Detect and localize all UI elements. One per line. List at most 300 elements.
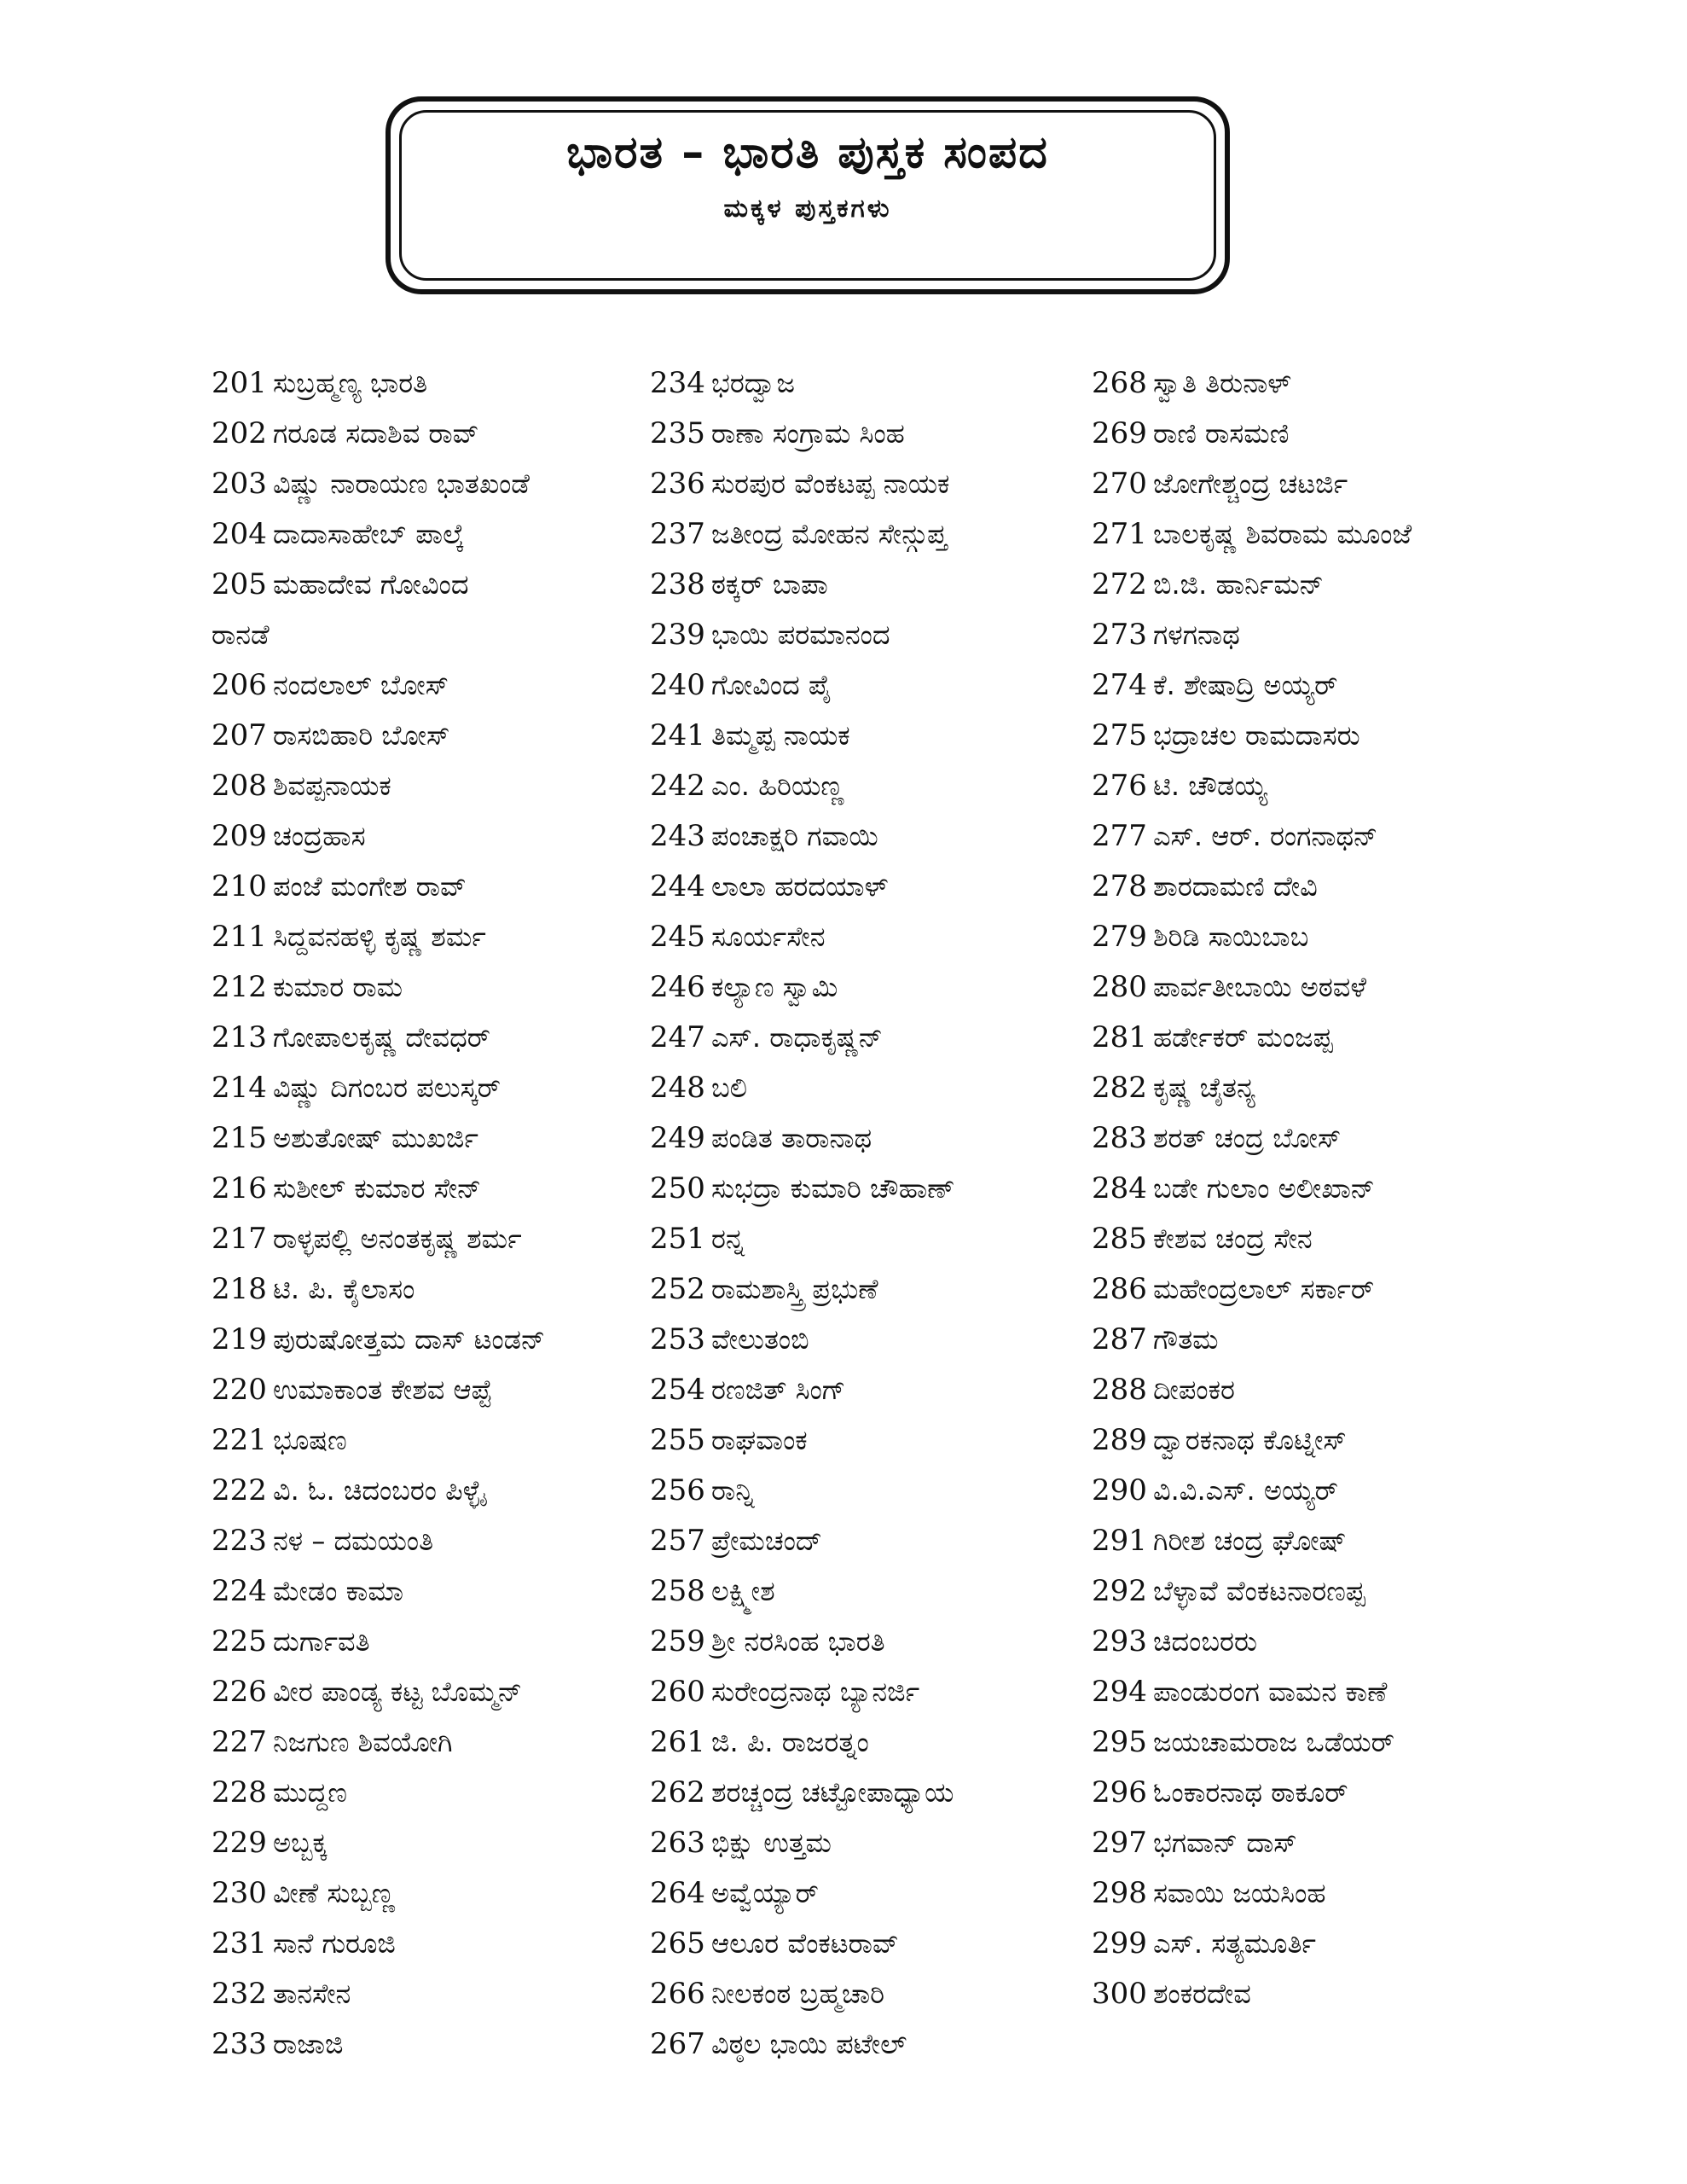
book-number: 289	[1092, 1423, 1147, 1457]
book-number: 280	[1092, 970, 1147, 1004]
list-item	[1092, 711, 1569, 761]
book-title: ಕೃಷ್ಣ ಚೈತನ್ಯ	[1153, 1072, 1256, 1104]
book-title: ವೇಲುತಂಬಿ	[711, 1323, 809, 1356]
book-title: ಅವ್ವೆಯ್ಯಾರ್	[711, 1877, 819, 1909]
book-title: ಅಶುತೋಷ್ ಮುಖರ್ಜಿ	[273, 1122, 478, 1154]
list-item	[1092, 1264, 1569, 1315]
book-number: 235	[650, 416, 705, 450]
list-item	[212, 610, 638, 660]
book-number: 229	[212, 1826, 267, 1860]
book-number: 237	[650, 517, 705, 551]
book-title: ಜೋಗೇಶ್ಚಂದ್ರ ಚಟರ್ಜಿ	[1153, 468, 1348, 500]
book-title: ಉಮಾಕಾಂತ ಕೇಶವ ಆಪ್ಟೆ	[273, 1374, 492, 1406]
book-number: 233	[212, 2027, 267, 2061]
list-item	[1092, 1818, 1569, 1868]
book-number: 264	[650, 1876, 705, 1910]
book-number: 228	[212, 1775, 267, 1809]
list-item	[650, 1214, 1085, 1264]
book-number: 260	[650, 1675, 705, 1709]
list-item	[1092, 1969, 1569, 2019]
book-number: 257	[650, 1524, 705, 1558]
list-item	[650, 1466, 1085, 1516]
book-title: ಲಕ್ಷ್ಮೀಶ	[711, 1575, 775, 1607]
list-item	[650, 1717, 1085, 1768]
list-item	[212, 1264, 638, 1315]
book-number: 275	[1092, 718, 1147, 752]
list-item	[650, 409, 1085, 459]
list-item	[212, 711, 638, 761]
book-number: 262	[650, 1775, 705, 1809]
book-title: ಗೋವಿಂದ ಪೈ	[711, 669, 832, 701]
list-item	[212, 2019, 638, 2070]
list-item	[650, 1617, 1085, 1667]
book-title: ರಾಣಾ ಸಂಗ್ರಾಮ ಸಿಂಹ	[711, 417, 905, 450]
list-item	[650, 1969, 1085, 2019]
book-title: ಶಿರಿಡಿ ಸಾಯಿಬಾಬ	[1153, 921, 1309, 953]
book-number: 214	[212, 1071, 267, 1105]
list-item	[650, 1113, 1085, 1164]
book-title: ಬಡೇ ಗುಲಾಂ ಅಲೀಖಾನ್	[1153, 1172, 1376, 1205]
list-item	[212, 1717, 638, 1768]
book-number: 212	[212, 970, 267, 1004]
book-title: ಪಂಜೆ ಮಂಗೇಶ ರಾವ್	[273, 870, 467, 903]
book-title: ಭಿಕ್ಷು ಉತ್ತಮ	[711, 1827, 832, 1859]
list-item	[212, 509, 638, 560]
list-item	[1092, 1214, 1569, 1264]
book-number: 223	[212, 1524, 267, 1558]
list-item	[650, 1566, 1085, 1617]
book-number: 290	[1092, 1473, 1147, 1507]
book-title: ನಳ – ದಮಯಂತಿ	[273, 1525, 434, 1557]
book-number: 274	[1092, 668, 1147, 702]
list-item	[1092, 761, 1569, 811]
book-title: ಶಿವಪ್ಪನಾಯಕ	[273, 770, 391, 802]
book-title: ಆಲೂರ ವೆಂಕಟರಾವ್	[711, 1927, 899, 1960]
list-item	[650, 560, 1085, 610]
list-item	[212, 962, 638, 1013]
book-number: 291	[1092, 1524, 1147, 1558]
book-title: ಸೂರ್ಯಸೇನ	[711, 921, 826, 953]
book-title: ಭಾಯಿ ಪರಮಾನಂದ	[711, 619, 890, 651]
book-title: ಬಲಿ	[711, 1072, 748, 1104]
book-number: 270	[1092, 467, 1147, 501]
book-number: 203	[212, 467, 267, 501]
book-number: 250	[650, 1171, 705, 1205]
book-title: ಶಂಕರದೇವ	[1153, 1978, 1251, 2010]
book-title: ಶರಚ್ಚಂದ್ರ ಚಟ್ಟೋಪಾಧ್ಯಾಯ	[711, 1776, 954, 1809]
list-item	[212, 1617, 638, 1667]
book-number: 258	[650, 1574, 705, 1608]
list-item	[650, 459, 1085, 509]
book-title: ರಾಜಾಜಿ	[273, 2028, 344, 2060]
book-number: 225	[212, 1624, 267, 1658]
book-number: 292	[1092, 1574, 1147, 1608]
list-item	[650, 1768, 1085, 1818]
book-title: ಎಸ್. ಆರ್. ರಂಗನಾಥನ್	[1153, 820, 1378, 852]
book-number: 226	[212, 1675, 267, 1709]
book-title: ಹರ್ಡೇಕರ್ ಮಂಜಪ್ಪ	[1153, 1021, 1333, 1054]
list-item	[650, 1818, 1085, 1868]
book-title: ಸಾನೆ ಗುರೂಜಿ	[273, 1927, 396, 1960]
book-title: ಜಯಚಾಮರಾಜ ಒಡೆಯರ್	[1153, 1726, 1394, 1758]
list-item	[1092, 1113, 1569, 1164]
list-item	[212, 1315, 638, 1365]
list-item	[1092, 1768, 1569, 1818]
list-item	[1092, 1566, 1569, 1617]
book-title: ಜಿ. ಪಿ. ರಾಜರತ್ನಂ	[711, 1726, 869, 1758]
list-item	[212, 1013, 638, 1063]
list-item	[1092, 610, 1569, 660]
book-title: ಸುರೇಂದ್ರನಾಥ ಬ್ಯಾನರ್ಜಿ	[711, 1676, 920, 1708]
book-title: ಎಂ. ಹಿರಿಯಣ್ಣ	[711, 770, 844, 802]
book-title: ಸುಶೀಲ್ ಕುಮಾರ ಸೇನ್	[273, 1172, 482, 1205]
book-title: ಟಿ. ಪಿ. ಕೈಲಾಸಂ	[273, 1273, 415, 1305]
list-item	[1092, 1617, 1569, 1667]
book-number: 220	[212, 1373, 267, 1407]
book-title: ಪ್ರೇಮಚಂದ್	[711, 1525, 822, 1557]
list-item	[650, 1516, 1085, 1566]
book-title: ಶಾರದಾಮಣಿ ದೇವಿ	[1153, 870, 1318, 903]
list-item	[212, 358, 638, 409]
book-number: 279	[1092, 920, 1147, 954]
title-box	[386, 96, 1230, 294]
book-list-column-2	[650, 358, 1085, 2070]
list-item	[212, 1868, 638, 1919]
list-item	[212, 1818, 638, 1868]
book-number: 266	[650, 1977, 705, 2011]
book-number: 211	[212, 920, 267, 954]
book-number: 249	[650, 1121, 705, 1155]
list-item	[650, 1164, 1085, 1214]
list-item	[212, 761, 638, 811]
book-number: 232	[212, 1977, 267, 2011]
book-number: 236	[650, 467, 705, 501]
book-title: ರಾಮಶಾಸ್ತ್ರಿ ಪ್ರಭುಣೆ	[711, 1273, 878, 1305]
book-title: ಗೌತಮ	[1153, 1323, 1219, 1356]
book-number: 207	[212, 718, 267, 752]
book-title: ವಿಷ್ಣು ನಾರಾಯಣ ಭಾತಖಂಡೆ	[273, 468, 530, 500]
book-title: ಕಲ್ಯಾಣ ಸ್ವಾಮಿ	[711, 971, 838, 1003]
book-number: 296	[1092, 1775, 1147, 1809]
book-title: ವಿ. ಓ. ಚಿದಂಬರಂ ಪಿಳ್ಳೈ	[273, 1474, 485, 1507]
book-title: ನಂದಲಾಲ್ ಬೋಸ್	[273, 669, 449, 701]
list-item	[1092, 1315, 1569, 1365]
book-title: ಬಿ.ಜಿ. ಹಾರ್ನಿಮನ್	[1153, 568, 1324, 601]
book-number: 217	[212, 1222, 267, 1256]
book-number: 246	[650, 970, 705, 1004]
book-number: 242	[650, 769, 705, 803]
list-item	[212, 811, 638, 862]
book-number: 252	[650, 1272, 705, 1306]
list-item	[1092, 560, 1569, 610]
book-title: ಪಂಡಿತ ತಾರಾನಾಥ	[711, 1122, 872, 1154]
list-item	[212, 1566, 638, 1617]
list-item	[1092, 1164, 1569, 1214]
list-item	[212, 560, 638, 610]
list-item	[1092, 811, 1569, 862]
book-number: 230	[212, 1876, 267, 1910]
list-item	[1092, 1466, 1569, 1516]
book-number: 218	[212, 1272, 267, 1306]
book-title: ಚಂದ್ರಹಾಸ	[273, 820, 366, 852]
list-item	[650, 962, 1085, 1013]
book-number: 278	[1092, 869, 1147, 903]
book-number: 241	[650, 718, 705, 752]
page-title: ಭಾರತ – ಭಾರತಿ ಪುಸ್ತಕ ಸಂಪದ	[566, 127, 1049, 178]
list-item	[212, 660, 638, 711]
list-item	[650, 1868, 1085, 1919]
book-number: 300	[1092, 1977, 1147, 2011]
book-title: ಜತೀಂದ್ರ ಮೋಹನ ಸೇನ್ಗುಪ್ತ	[711, 518, 948, 550]
book-title: ರಣಜಿತ್ ಸಿಂಗ್	[711, 1374, 846, 1406]
book-number: 231	[212, 1926, 267, 1960]
book-number: 265	[650, 1926, 705, 1960]
entry-continuation: ರಾನಡೆ	[212, 619, 270, 651]
book-number: 202	[212, 416, 267, 450]
book-number: 281	[1092, 1020, 1147, 1054]
book-title: ಭೂಷಣ	[273, 1424, 347, 1456]
book-title: ದಾದಾಸಾಹೇಬ್ ಪಾಲ್ಕೆ	[273, 518, 465, 550]
book-title: ರಾನ್ನಿ	[711, 1474, 755, 1507]
list-item	[212, 1214, 638, 1264]
list-item	[650, 1013, 1085, 1063]
book-title: ರನ್ನ	[711, 1223, 745, 1255]
book-number: 272	[1092, 567, 1147, 601]
book-number: 248	[650, 1071, 705, 1105]
book-title: ಮೇಡಂ ಕಾಮಾ	[273, 1575, 404, 1607]
book-number: 285	[1092, 1222, 1147, 1256]
book-title: ಭಗವಾನ್ ದಾಸ್	[1153, 1827, 1297, 1859]
book-title: ವಿ.ವಿ.ಎಸ್. ಅಯ್ಯರ್	[1153, 1474, 1338, 1507]
book-title: ಸುಬ್ರಹ್ಮಣ್ಯ ಭಾರತಿ	[273, 367, 428, 399]
page-subtitle: ಮಕ್ಕಳ ಪುಸ್ತಕಗಳು	[723, 194, 892, 224]
book-title: ದ್ವಾರಕನಾಥ ಕೊಟ್ನೀಸ್	[1153, 1424, 1347, 1456]
list-item	[1092, 1717, 1569, 1768]
list-item	[1092, 1063, 1569, 1113]
list-item	[650, 1415, 1085, 1466]
list-item	[212, 1667, 638, 1717]
list-item	[212, 912, 638, 962]
book-number: 283	[1092, 1121, 1147, 1155]
list-item	[1092, 459, 1569, 509]
list-item	[650, 862, 1085, 912]
list-item	[212, 459, 638, 509]
book-title: ಪಂಚಾಕ್ಷರಿ ಗವಾಯಿ	[711, 820, 878, 852]
book-number: 261	[650, 1725, 705, 1759]
list-item	[1092, 509, 1569, 560]
book-number: 277	[1092, 819, 1147, 853]
list-item	[650, 1264, 1085, 1315]
book-title: ರಾಣಿ ರಾಸಮಣಿ	[1153, 417, 1290, 450]
book-number: 224	[212, 1574, 267, 1608]
book-title: ದುರ್ಗಾವತಿ	[273, 1625, 370, 1658]
list-item	[1092, 1415, 1569, 1466]
list-item	[1092, 962, 1569, 1013]
list-item	[650, 1365, 1085, 1415]
list-item	[212, 1466, 638, 1516]
book-title: ಸಿದ್ದವನಹಳ್ಳಿ ಕೃಷ್ಣ ಶರ್ಮ	[273, 921, 486, 953]
book-number: 253	[650, 1322, 705, 1356]
book-title: ಕೆ. ಶೇಷಾದ್ರಿ ಅಯ್ಯರ್	[1153, 669, 1338, 701]
book-title: ಸವಾಯಿ ಜಯಸಿಂಹ	[1153, 1877, 1326, 1909]
book-title: ರಾಳ್ಳಪಲ್ಲಿ ಅನಂತಕೃಷ್ಣ ಶರ್ಮ	[273, 1223, 522, 1255]
book-number: 245	[650, 920, 705, 954]
book-number: 251	[650, 1222, 705, 1256]
list-item	[212, 1164, 638, 1214]
book-number: 204	[212, 517, 267, 551]
list-item	[650, 610, 1085, 660]
book-title: ಬೆಳ್ಳಾವೆ ವೆಂಕಟನಾರಣಪ್ಪ	[1153, 1575, 1365, 1607]
book-title: ಭರದ್ವಾಜ	[711, 367, 795, 399]
list-item	[650, 711, 1085, 761]
book-title: ನಿಜಗುಣ ಶಿವಯೋಗಿ	[273, 1726, 453, 1758]
list-item	[212, 409, 638, 459]
book-number: 294	[1092, 1675, 1147, 1709]
book-title: ಟಿ. ಚೌಡಯ್ಯ	[1153, 770, 1268, 802]
book-title: ವೀಣೆ ಸುಬ್ಬಣ್ಣ	[273, 1877, 396, 1909]
book-title: ನೀಲಕಂಠ ಬ್ರಹ್ಮಚಾರಿ	[711, 1978, 885, 2010]
list-item	[650, 2019, 1085, 2070]
book-number: 298	[1092, 1876, 1147, 1910]
book-number: 286	[1092, 1272, 1147, 1306]
list-item	[650, 660, 1085, 711]
book-title: ಶ್ರೀ ನರಸಿಂಹ ಭಾರತಿ	[711, 1625, 885, 1658]
list-item	[1092, 912, 1569, 962]
book-number: 297	[1092, 1826, 1147, 1860]
list-item	[212, 1516, 638, 1566]
book-number: 234	[650, 366, 705, 400]
book-title: ತಾನಸೇನ	[273, 1978, 351, 2010]
book-number: 284	[1092, 1171, 1147, 1205]
book-title: ರಾಸಬಿಹಾರಿ ಬೋಸ್	[273, 719, 450, 752]
list-item	[1092, 1667, 1569, 1717]
book-title: ಸ್ವಾತಿ ತಿರುನಾಳ್	[1153, 367, 1292, 399]
book-title: ಅಬ್ಬಕ್ಕ	[273, 1827, 328, 1859]
book-title: ಗರೂಡ ಸದಾಶಿವ ರಾವ್	[273, 417, 479, 450]
book-number: 276	[1092, 769, 1147, 803]
book-title: ಸುರಪುರ ವೆಂಕಟಪ್ಪ ನಾಯಕ	[711, 468, 950, 500]
book-title: ಠಕ್ಕರ್ ಬಾಪಾ	[711, 568, 828, 601]
list-item	[1092, 862, 1569, 912]
book-title: ಗೋಪಾಲಕೃಷ್ಣ ದೇವಧರ್	[273, 1021, 491, 1054]
list-item	[650, 1919, 1085, 1969]
book-title: ಎಸ್. ರಾಧಾಕೃಷ್ಣನ್	[711, 1021, 884, 1054]
book-title: ಮಹಾದೇವ ಗೋವಿಂದ	[273, 568, 469, 601]
book-number: 256	[650, 1473, 705, 1507]
list-item	[1092, 660, 1569, 711]
book-title: ರಾಘವಾಂಕ	[711, 1424, 808, 1456]
list-item	[1092, 1868, 1569, 1919]
book-number: 243	[650, 819, 705, 853]
book-number: 208	[212, 769, 267, 803]
list-item	[212, 1415, 638, 1466]
book-number: 288	[1092, 1373, 1147, 1407]
book-title: ಓಂಕಾರನಾಥ ಠಾಕೂರ್	[1153, 1776, 1348, 1809]
book-number: 254	[650, 1373, 705, 1407]
book-number: 221	[212, 1423, 267, 1457]
book-title: ಮಹೇಂದ್ರಲಾಲ್ ಸರ್ಕಾರ್	[1153, 1273, 1375, 1305]
book-title: ಪಾರ್ವತೀಬಾಯಿ ಅಠವಳೆ	[1153, 971, 1367, 1003]
book-title: ಸುಭದ್ರಾ ಕುಮಾರಿ ಚೌಹಾಣ್	[711, 1172, 955, 1205]
book-number: 268	[1092, 366, 1147, 400]
list-item	[650, 1063, 1085, 1113]
list-item	[1092, 1365, 1569, 1415]
book-number: 293	[1092, 1624, 1147, 1658]
book-number: 209	[212, 819, 267, 853]
book-title: ಚಿದಂಬರರು	[1153, 1625, 1258, 1658]
book-title: ಶರತ್ ಚಂದ್ರ ಬೋಸ್	[1153, 1122, 1342, 1154]
book-number: 201	[212, 366, 267, 400]
book-number: 267	[650, 2027, 705, 2061]
book-number: 213	[212, 1020, 267, 1054]
book-title: ಬಾಲಕೃಷ್ಣ ಶಿವರಾಮ ಮೂಂಜೆ	[1153, 518, 1412, 550]
list-item	[650, 811, 1085, 862]
list-item	[1092, 1013, 1569, 1063]
book-number: 271	[1092, 517, 1147, 551]
book-title: ಮುದ್ದಣ	[273, 1776, 347, 1809]
book-number: 205	[212, 567, 267, 601]
book-title: ಗಿರೀಶ ಚಂದ್ರ ಘೋಷ್	[1153, 1525, 1347, 1557]
book-title: ಕುಮಾರ ರಾಮ	[273, 971, 403, 1003]
book-number: 299	[1092, 1926, 1147, 1960]
book-number: 239	[650, 618, 705, 652]
book-title: ವೀರ ಪಾಂಡ್ಯ ಕಟ್ಟ ಬೊಮ್ಮನ್	[273, 1676, 523, 1708]
list-item	[650, 912, 1085, 962]
book-number: 244	[650, 869, 705, 903]
book-number: 255	[650, 1423, 705, 1457]
book-title: ಎಸ್. ಸತ್ಯಮೂರ್ತಿ	[1153, 1927, 1317, 1960]
list-item	[212, 1063, 638, 1113]
list-item	[1092, 358, 1569, 409]
book-number: 216	[212, 1171, 267, 1205]
list-item	[212, 1365, 638, 1415]
book-title: ದೀಪಂಕರ	[1153, 1374, 1235, 1406]
list-item	[1092, 1919, 1569, 1969]
book-title: ಪಾಂಡುರಂಗ ವಾಮನ ಕಾಣೆ	[1153, 1676, 1388, 1708]
list-item	[212, 1969, 638, 2019]
book-list-column-1	[212, 358, 638, 2070]
book-number: 227	[212, 1725, 267, 1759]
book-number: 273	[1092, 618, 1147, 652]
list-item	[212, 1768, 638, 1818]
book-title: ಭದ್ರಾಚಲ ರಾಮದಾಸರು	[1153, 719, 1360, 752]
book-title: ಕೇಶವ ಚಂದ್ರ ಸೇನ	[1153, 1223, 1313, 1255]
book-title: ಗಳಗನಾಥ	[1153, 619, 1240, 651]
book-title: ಪುರುಷೋತ್ತಮ ದಾಸ್ ಟಂಡನ್	[273, 1323, 546, 1356]
book-title: ವಿಠ್ಠಲ ಭಾಯಿ ಪಟೇಲ್	[711, 2028, 907, 2060]
list-item	[650, 1315, 1085, 1365]
book-number: 219	[212, 1322, 267, 1356]
list-item	[650, 358, 1085, 409]
book-title: ತಿಮ್ಮಪ್ಪ ನಾಯಕ	[711, 719, 850, 752]
list-item	[650, 1667, 1085, 1717]
list-item	[212, 862, 638, 912]
book-title: ಲಾಲಾ ಹರದಯಾಳ್	[711, 870, 889, 903]
book-number: 269	[1092, 416, 1147, 450]
list-item	[650, 761, 1085, 811]
book-number: 206	[212, 668, 267, 702]
book-title: ವಿಷ್ಣು ದಿಗಂಬರ ಪಲುಸ್ಕರ್	[273, 1072, 501, 1104]
list-item	[1092, 1516, 1569, 1566]
book-number: 263	[650, 1826, 705, 1860]
list-item	[212, 1919, 638, 1969]
book-number: 222	[212, 1473, 267, 1507]
book-number: 287	[1092, 1322, 1147, 1356]
book-number: 215	[212, 1121, 267, 1155]
book-number: 240	[650, 668, 705, 702]
book-number: 247	[650, 1020, 705, 1054]
book-number: 238	[650, 567, 705, 601]
